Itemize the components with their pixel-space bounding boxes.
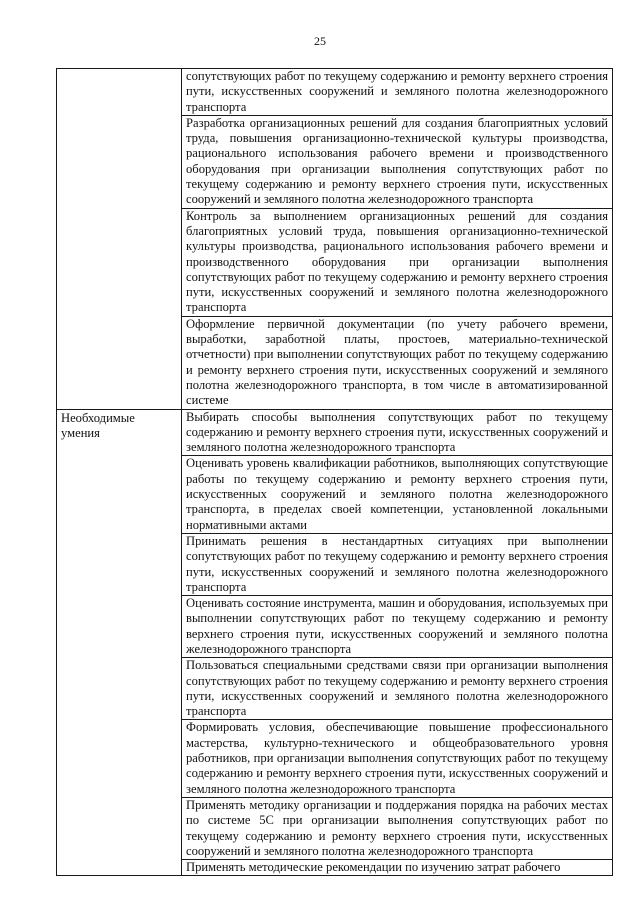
skills-label-cell [57,409,182,876]
page-number: 25 [314,34,326,48]
table-cell: Контроль за выполнением организационных решений для создания благоприятных условий труда, повышения организационно-технической культуры производства, рационального использования рабочего времени и производственного оборудования при организации выполнения сопутствующих работ по текущему содержанию и ремонту верхнего строения пути, искусственных сооружений и земляного полотна железнодорожного транспорта [182,208,613,316]
table-cell: сопутствующих работ по текущему содержанию и ремонту верхнего строения пути, искусственных сооружений и земляного полотна железнодорожного транспорта [182,69,613,116]
table-cell: Оценивать уровень квалификации работников, выполняющих сопутствующие работы по текущему содержанию и ремонту верхнего строения пути, искусственных сооружений и земляного полотна железнодорожного транспорта, в пределах своей компетенции, установленной локальными нормативными актами [182,456,613,533]
table-cell: Оформление первичной документации (по учету рабочего времени, выработки, заработной платы, простоев, материально-технической отчетности) при выполнении сопутствующих работ по текущему содержанию и ремонту верхнего строения пути, искусственных сооружений и земляного полотна железнодорожного транспорта, в том числе в автоматизированной системе [182,316,613,409]
table-row [57,409,613,456]
table-cell: Пользоваться специальными средствами связи при организации выполнения сопутствующих работ по текущему содержанию и ремонту верхнего строения пути, искусственных сооружений и земляного полотна железнодорожного транспорта [182,658,613,720]
table-cell: Выбирать способы выполнения сопутствующих работ по текущему содержанию и ремонту верхнего строения пути, искусственных сооружений и земляного полотна железнодорожного транспорта [182,409,613,456]
table-cell: Оценивать состояние инструмента, машин и оборудования, используемых при выполнении сопутствующих работ по текущему содержанию и ремонту верхнего строения пути, искусственных сооружений и земляного полотна железнодорожного транспорта [182,596,613,658]
skills-label: Необходимые умения [61,410,135,440]
table-cell: Разработка организационных решений для создания благоприятных условий труда, повышения организационно-технической культуры производства, рационального использования рабочего времени и производственного оборудования при организации выполнения сопутствующих работ по текущему содержанию и ремонту верхнего строения пути, искусственных сооружений и земляного полотна железнодорожного транспорта [182,115,613,208]
table-row [57,69,613,116]
table-cell: Применять методику организации и поддержания порядка на рабочих местах по системе 5С при организации выполнения сопутствующих работ по текущему содержанию и ремонту верхнего строения пути, искусственных сооружений и земляного полотна железнодорожного транспорта [182,797,613,859]
labor-actions-label-cell [57,69,182,410]
requirements-table [56,68,613,876]
table-cell: Принимать решения в нестандартных ситуациях при выполнении сопутствующих работ по текущему содержанию и ремонту верхнего строения пути, искусственных сооружений и земляного полотна железнодорожного транспорта [182,533,613,595]
table-cell: Применять методические рекомендации по изучению затрат рабочего [182,860,613,876]
table-cell: Формировать условия, обеспечивающие повышение профессионального мастерства, культурно-технического и общеобразовательного уровня работников, при организации выполнения сопутствующих работ по текущему содержанию и ремонту верхнего строения пути, искусственных сооружений и земляного полотна железнодорожного транспорта [182,720,613,797]
